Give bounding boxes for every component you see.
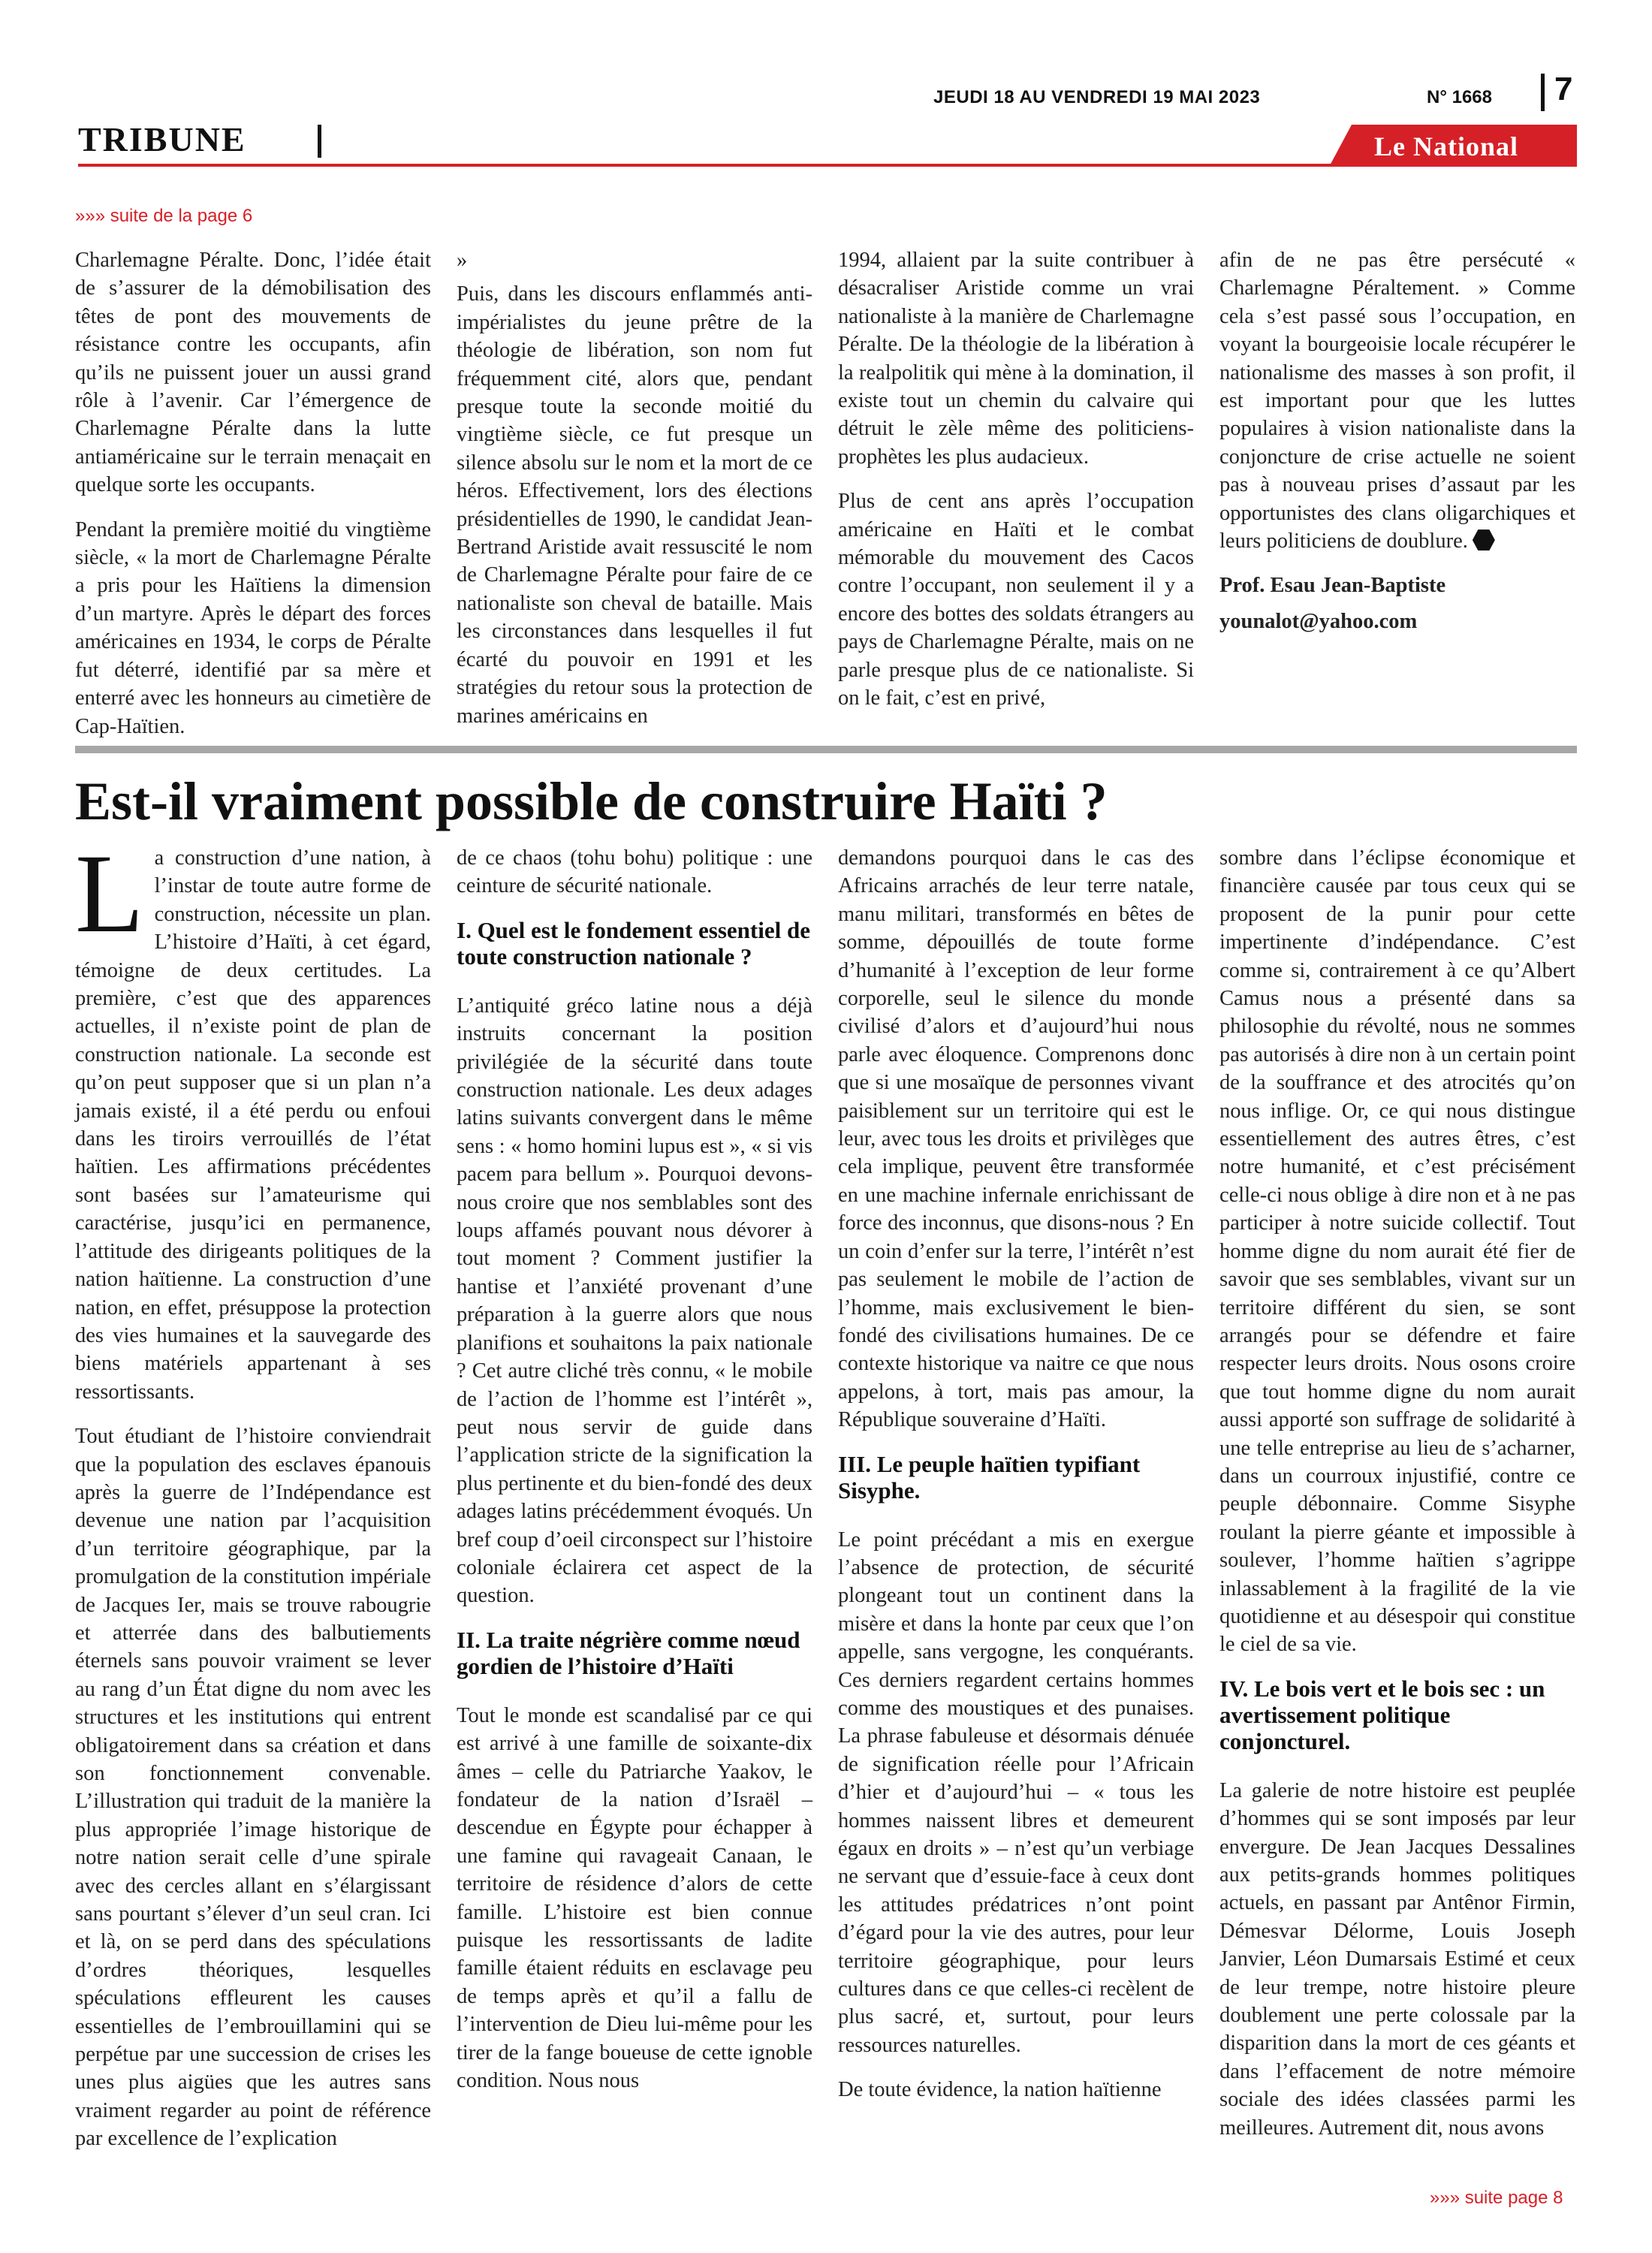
issue-number: N° 1668 [1427, 87, 1492, 107]
drop-cap: L [75, 831, 144, 956]
page-number: 7 [1554, 71, 1573, 107]
section-title: TRIBUNE [78, 120, 246, 158]
header-divider [1541, 74, 1545, 111]
article-column-1 [75, 831, 431, 2153]
article-column-2 [457, 844, 812, 2095]
paragraph: 1994, allaient par la suite contribuer à désacraliser Aristide comme un vrai nationaliste à la manière de Charlemagne Péralte. De la théologie de la libération à la realpolitik qui mène à la domination, il existe tout un chemin du calvaire qui détruit le zèle même des politiciens-prophètes les plus audacieux. [838, 249, 1194, 469]
paragraph: de ce chaos (tohu bohu) politique : une ceinture de sécurité nationale. [457, 846, 812, 898]
previous-article-column-3 [838, 246, 1194, 713]
paragraph: demandons pourquoi dans le cas des Africains arrachés de leur terre natale, manu militari, transformés en bêtes de somme, dépouillés de toute forme d’humanité à l’exception de leur forme corporelle, seul le silence du monde civilisé d’alors et d’aujourd’hui nous parle avec éloquence. Comprenons donc que si une mosaïque de personnes vivant paisiblement sur un territoire qui est le leur, avec tous les droits et privilèges que cela implique, peuvent être transformée en une machine infernale enrichissant de force des inconnus, que disons-nous ? En un coin d’enfer sur la terre, l’intérêt n’est pas seulement le mobile de l’action de l’homme, mais exclusivement le bien-fondé des civilisations humaines. De ce contexte historique va naitre ce que nous appelons, à tort, mais pas amour, la République souveraine d’Haïti. [838, 846, 1194, 1432]
paragraph: L’antiquité gréco latine nous a déjà instruits concernant la position privilégiée de la sécurité dans toute construction nationale. Les deux adages latins suivants convergent dans le même sens : « homo homini lupus est », « si vis pacem para bellum ». Pourquoi devons-nous croire que nos semblables sont des loups affamés pouvant nous dévorer à tout moment ? Comment justifier la hantise et l’anxiété provenant d’une préparation à la guerre alors que nous planifions et souhaitons la paix nationale ? Cet autre cliché très connu, « le mobile de l’action de l’homme est l’intérêt », peut nous servir de guide dans l’application stricte de la signification la plus pertinente et du bien-fondé des deux adages latins précédemment évoqués. Un bref coup d’oeil circonspect sur l’histoire coloniale éclairera cet aspect de la question. [457, 994, 812, 1608]
issue-date: JEUDI 18 AU VENDREDI 19 MAI 2023 [933, 87, 1261, 107]
paragraph: Tout le monde est scandalisé par ce qui est arrivé à une famille de soixante-dix âmes – celle du Patriarche Yaakov, le fondateur de la nation d’Israël – descendue en Égypte pour échapper à une famine qui ravageait Canaan, le territoire de résidence d’alors de cette famille. L’histoire est bien connue puisque les ressortissants de ladite famille étaient réduits en esclavage peu de temps après et qu’il a fallu de l’intervention de Dieu lui-même pour les tirer de la fange boueuse de cette ignoble condition. Nous nous [457, 1703, 812, 2093]
paragraph [1219, 246, 1575, 555]
paragraph-text: a construction d’une nation, à l’instar de toute autre forme de construction, nécessite un plan. L’histoire d’Haïti, à cet égard, témoigne de deux certitudes. La première, c’est que des apparences actuelles, il n’existe point de plan de construction nationale. La seconde est qu’on peut supposer que si un plan n’a jamais existé, il a été perdu ou enfoui dans les tiroirs verrouillés de l’état haïtien. Les affirmations précédentes sont basées sur l’amateurisme qui caractérise, jusqu’ici en permanence, l’attitude des dirigeants politiques de la nation haïtienne. La construction d’une nation, en effet, présuppose la protection des vies humaines et la sauvegarde des biens matériels appartenant à ses ressortissants. [75, 846, 431, 1404]
paragraph: Tout étudiant de l’histoire conviendrait que la population des esclaves épanouis après la guerre de l’Indépendance est devenue une nation par l’acquisition d’un territoire géographique, par la promulgation de la constitution impériale de Jacques Ier, mais se trouve rabougrie et atterrée dans des balbutiements éternels sans pouvoir vraiment se lever au rang d’un État digne du nom avec les structures et les institutions qui entrent obligatoirement dans sa création et dans son fonctionnement convenable. L’illustration qui traduit de la manière la plus appropriée l’image historique de notre nation serait celle d’une spirale avec des cercles allant en s’élargissant sans pourtant s’élever d’un seul cran. Ici et là, on se perd dans des spéculations d’ordres théoriques, lesquelles spéculations effleurent les causes essentielles de l’embrouillamini qui se perpétue par une succession de crises les unes plus aigües que les autres sans vraiment regarder au point de référence par excellence de l’explication [75, 1425, 431, 2151]
brand-name: Le National [1374, 131, 1519, 161]
paragraph: De toute évidence, la nation haïtienne [838, 2078, 1162, 2102]
article-headline: Est-il vraiment possible de construire Haïti ? [75, 771, 1108, 831]
continued-on-label: »»» suite page 8 [1430, 2188, 1563, 2208]
article-column-3 [838, 844, 1194, 2104]
paragraph: sombre dans l’éclipse économique et financière causée par tous ceux qui se proposent de la punir pour cette impertinente d’indépendance. C’est comme si, contrairement à ce qu’Albert Camus nous a présenté dans sa philosophie du révolté, nous ne sommes pas autorisés à dire non à un certain point de la souffrance et des atrocités qu’on nous inflige. Or, ce qui nous distingue essentiellement des autres êtres, c’est notre humanité, et c’est précisément celle-ci nous oblige à dire non et à ne pas participer à notre suicide collectif. Tout homme digne du nom aurait été fier de savoir que ses semblables, vivant sur un territoire différent du sien, se sont arrangés pour se défendre et faire respecter leurs droits. Nous osons croire que tout homme digne du nom aurait aussi apporté son suffrage de solidarité à une telle entreprise au lieu de s’acharner, dans un courroux injustifié, contre ce peuple débonnaire. Comme Sisyphe roulant la pierre géante et impossible à soulever, l’homme haïtien s’agrippe inlassablement à la fragilité de la vie quotidienne et au désespoir qui constitue le ciel de sa vie. [1219, 846, 1575, 1657]
article-separator [75, 746, 1577, 753]
end-of-article-mark-icon [1473, 529, 1495, 550]
paragraph-text: afin de ne pas être persécuté « Charlemagne Péraltement. » Comme cela s’est passé sous l’occupation, en voyant la bourgeoisie locale récupérer le nationalisme des masses à son profit, il est important pour que les luttes populaires à vision nationaliste dans la conjoncture de crise actuelle ne soient pas à nouveau prises d’assaut par les opportunistes des clans oligarchiques et leurs politiciens de doublure. [1219, 249, 1575, 553]
paragraph: Pendant la première moitié du vingtième siècle, « la mort de Charlemagne Péralte a pris pour les Haïtiens la dimension d’un martyre. Après le départ des forces américaines en 1934, le corps de Péralte fut déterré, identifié par sa mère et enterré avec les honneurs au cimetière de Cap-Haïtien. [75, 517, 431, 738]
paragraph: Plus de cent ans après l’occupation américaine en Haïti et le combat mémorable du mouvement des Cacos contre l’occupant, non seulement il y a encore des bottes des soldats étrangers au pays de Charlemagne Péralte, mais on ne parle presque plus de ce nationaliste. Si on le fait, c’est en privé, [838, 490, 1194, 710]
continued-from-label: »»» suite de la page 6 [75, 206, 253, 226]
section-heading: III. Le peuple haïtien typifiant Sisyphe. [838, 1450, 1141, 1504]
author-name: Prof. Esau Jean-Baptiste [1219, 574, 1446, 598]
section-divider [318, 125, 321, 158]
author-email: younalot@yahoo.com [1219, 609, 1418, 633]
paragraph: » [457, 249, 468, 272]
paragraph: Charlemagne Péralte. Donc, l’idée était de s’assurer de la démobilisation des têtes de pont des mouvements de résistance contre les occupants, afin qu’ils ne puissent jouer un aussi grand rôle à l’avenir. Car l’émergence de Charlemagne Péralte dans la lutte antiaméricaine sur le terrain menaçait en quelque sorte les occupants. [75, 249, 431, 497]
paragraph: La galerie de notre histoire est peuplée d’hommes qui se sont imposés par leur envergure. De Jean Jacques Dessalines aux petits-grands hommes politiques actuels, en passant par Antênor Firmin, Démesvar Délorme, Louis Joseph Janvier, Léon Dumarsais Estimé et ceux de leur trempe, notre histoire pleure doublement une perte colossale par la disparition dans la mort de ces géants et dans l’effacement de notre mémoire sociale des idées classées parmi les meilleures. Autrement dit, nous avons [1219, 1778, 1575, 2140]
previous-article-column-4 [1219, 246, 1575, 635]
paragraph: Le point précédant a mis en exergue l’absence de protection, de sécurité plongeant tout un continent dans la misère et dans la honte par ceux que l’on appelle, sans vergogne, les conquérants. Ces derniers regardent certains hommes comme des moustiques et des punaises. La phrase fabuleuse et désormais dénuée de signification réelle pour l’Africain d’hier et d’aujourd’hui – « tous les hommes naissent libres et demeurent égaux en droits » – n’est qu’un verbiage ne servant que d’essuie-face à ceux dont les attitudes prédatrices n’ont point d’égard pour la vie des autres, pour leur territoire géographique, pour leurs cultures dans ce que celles-ci recèlent de plus sacré, et, surtout, pour leurs ressources naturelles. [838, 1528, 1194, 2057]
article-column-4 [1219, 844, 1575, 2142]
section-heading: II. La traite négrière comme nœud gordien de l’histoire d’Haïti [457, 1626, 800, 1679]
previous-article-column-1 [75, 246, 431, 740]
paragraph [75, 831, 431, 1406]
previous-article-column-2 [457, 246, 812, 730]
section-heading: IV. Le bois vert et le bois sec : un avertissement politique conjoncturel. [1219, 1675, 1545, 1754]
section-heading: I. Quel est le fondement essentiel de toute construction nationale ? [457, 916, 810, 970]
paragraph: Puis, dans les discours enflammés anti-impérialistes du jeune prêtre de la théologie de libération, son nom fut fréquemment cité, alors que, pendant presque toute la seconde moitié du vingtième siècle, ce fut presque un silence absolu sur le nom et la mort de ce héros. Effectivement, lors des élections présidentielles de 1990, le candidat Jean-Bertrand Aristide avait ressuscité le nom de Charlemagne Péralte pour faire de ce nationaliste son cheval de bataille. Mais les circonstances dans lesquelles il fut écarté du pouvoir en 1991 et les stratégies du retour sous la protection de marines américains en [457, 282, 812, 728]
